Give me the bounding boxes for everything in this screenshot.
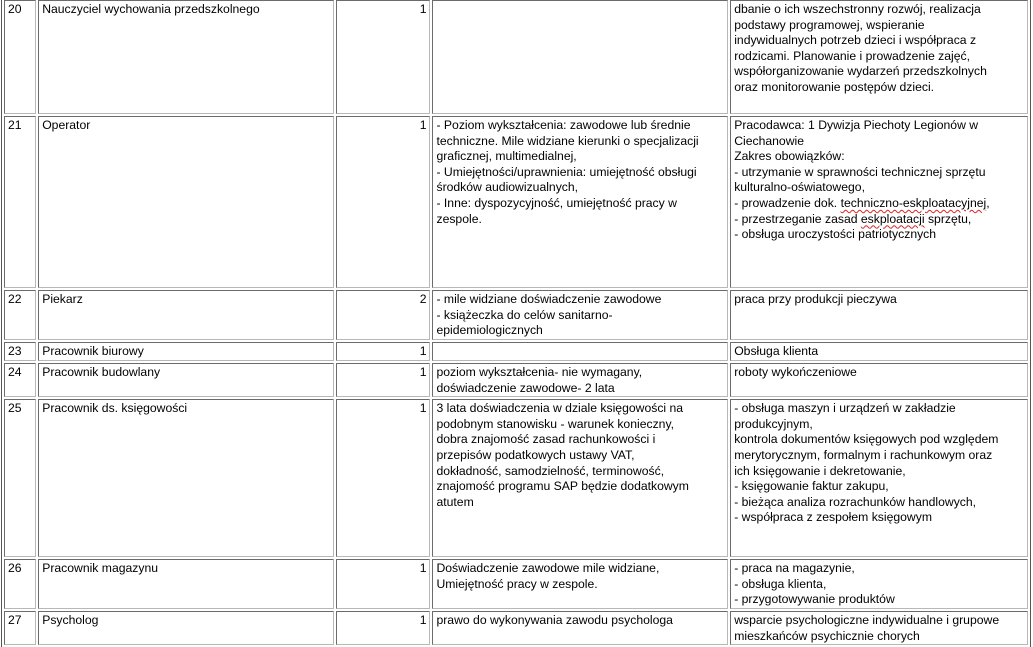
table-row: [4, 363, 1028, 397]
duties-line: oraz monitorowanie postępów dzieci.: [734, 79, 935, 94]
duties-line: ich księgowanie i dekretowanie,: [734, 463, 906, 478]
requirements-cell: [432, 342, 728, 361]
position-cell: Piekarz: [38, 290, 334, 340]
position-cell: Psycholog: [38, 611, 334, 645]
requirements-cell: [432, 290, 728, 340]
count-cell: 1: [336, 116, 431, 288]
duties-line: produkcyjnym,: [734, 416, 813, 431]
count-cell: 1: [336, 559, 431, 609]
requirements-line: techniczne. Mile widziane kierunki o specjalizacji: [436, 133, 699, 148]
misspelled-word: techniczno-eskploatacyjnej: [840, 195, 987, 210]
duties-line: - praca na magazynie,: [734, 561, 855, 576]
duties-line: Obsługa klienta: [734, 344, 819, 358]
duties-line: wsparcie psychologiczne indywidualne i grupowe: [734, 612, 1000, 627]
table-row: [4, 342, 1028, 361]
job-offers-table: [1, 0, 1031, 647]
duties-line: merytorycznym, formalnym i rachunkowym oraz: [734, 447, 993, 462]
row-number-cell: 23: [4, 342, 36, 361]
requirements-line: - Poziom wykształcenia: zawodowe lub średnie: [436, 118, 691, 132]
requirements-cell: [432, 116, 728, 288]
misspelled-word: eskploatacji: [860, 211, 925, 226]
requirements-line: podobnym stanowisku - warunek konieczny,: [436, 416, 675, 431]
duties-line: rodzicami. Planowanie i prowadzenie zajęć,: [734, 48, 970, 63]
count-cell: 1: [336, 0, 431, 114]
requirements-cell: [432, 0, 728, 114]
requirements-line: znajomość programu SAP będzie dodatkowym: [436, 479, 689, 494]
duties-cell: [730, 290, 1028, 340]
row-number-cell: 20: [4, 0, 36, 114]
requirements-line: dokładność, samodzielność, terminowość,: [436, 463, 665, 478]
table-row: [4, 399, 1028, 557]
count-cell: 2: [336, 290, 431, 340]
row-number-cell: 25: [4, 399, 36, 557]
duties-line: - bieżąca analiza rozrachunków handlowych,: [734, 494, 977, 509]
table-row: [4, 116, 1028, 288]
duties-line: - przestrzeganie zasad eskploatacji sprzętu,: [734, 211, 972, 226]
requirements-cell: [432, 399, 728, 557]
duties-cell: [730, 559, 1028, 609]
requirements-line: Doświadczenie zawodowe mile widziane,: [436, 561, 660, 576]
requirements-line: przepisów podatkowych ustawy VAT,: [436, 447, 635, 462]
duties-line: indywidualnych potrzeb dzieci i współpraca z: [734, 33, 977, 48]
requirements-line: doświadczenie zawodowe- 2 lata: [436, 380, 615, 395]
count-cell: 1: [336, 342, 431, 361]
requirements-line: poziom wykształcenia- nie wymagany,: [436, 365, 643, 379]
duties-line: współorganizowanie wydarzeń przedszkolnych: [734, 64, 987, 79]
count-cell: 1: [336, 399, 431, 557]
position-cell: Nauczyciel wychowania przedszkolnego: [38, 0, 334, 114]
position-cell: Pracownik budowlany: [38, 363, 334, 397]
table-row: [4, 0, 1028, 114]
requirements-line: atutem: [436, 494, 474, 509]
table-row: [4, 290, 1028, 340]
requirements-line: Umiejętność pracy w zespole.: [436, 576, 598, 591]
duties-line: - przygotowywanie produktów: [734, 592, 895, 607]
requirements-line: zespole.: [436, 211, 482, 226]
duties-line: roboty wykończeniowe: [734, 365, 857, 379]
table-row: [4, 559, 1028, 609]
duties-line: - księgowanie faktur zakupu,: [734, 479, 889, 494]
row-number-cell: 21: [4, 116, 36, 288]
requirements-line: 3 lata doświadczenia w dziale księgowości na: [436, 401, 684, 416]
duties-cell: [730, 116, 1028, 288]
duties-line: - prowadzenie dok. techniczno-eskploatacyjnej,: [734, 195, 990, 210]
row-number-cell: 26: [4, 559, 36, 609]
position-cell: Pracownik biurowy: [38, 342, 334, 361]
duties-line: Ciechanowie: [734, 133, 804, 148]
requirements-line: - mile widziane doświadczenie zawodowe: [436, 292, 662, 306]
count-cell: 1: [336, 611, 431, 645]
position-cell: Pracownik magazynu: [38, 559, 334, 609]
duties-cell: [730, 363, 1028, 397]
duties-line: - utrzymanie w sprawności technicznej sprzętu: [734, 164, 986, 179]
requirements-line: środków audiowizualnych,: [436, 180, 579, 195]
row-number-cell: 22: [4, 290, 36, 340]
duties-cell: [730, 0, 1028, 114]
duties-line: - obsługa maszyn i urządzeń w zakładzie: [734, 401, 956, 416]
count-cell: 1: [336, 363, 431, 397]
requirements-cell: [432, 559, 728, 609]
duties-cell: [730, 342, 1028, 361]
position-cell: Pracownik ds. księgowości: [38, 399, 334, 557]
requirements-line: epidemiologicznych: [436, 323, 543, 338]
requirements-line: dobra znajomość zasad rachunkowości i: [436, 432, 656, 447]
position-cell: Operator: [38, 116, 334, 288]
duties-line: dbanie o ich wszechstronny rozwój, realizacja: [734, 2, 981, 16]
table-row: [4, 611, 1028, 645]
requirements-cell: [432, 363, 728, 397]
row-number-cell: 24: [4, 363, 36, 397]
duties-line: Pracodawca: 1 Dywizja Piechoty Legionów w: [734, 118, 979, 132]
duties-line: - obsługa klienta,: [734, 576, 827, 591]
requirements-cell: [432, 611, 728, 645]
requirements-line: - Inne: dyspozycyjność, umiejętność pracy w: [436, 195, 677, 210]
duties-line: Zakres obowiązków:: [734, 149, 845, 164]
job-offers-body: [4, 0, 1028, 645]
requirements-line: - książeczka do celów sanitarno-: [436, 307, 613, 322]
duties-line: kontrola dokumentów księgowych pod względem: [734, 432, 999, 447]
duties-cell: [730, 399, 1028, 557]
requirements-line: prawo do wykonywania zawodu psychologa: [436, 612, 673, 627]
requirements-line: - Umiejętności/uprawnienia: umiejętność obsługi: [436, 164, 697, 179]
duties-line: - obsługa uroczystości patriotycznych: [734, 227, 937, 242]
duties-line: - współpraca z zespołem księgowym: [734, 510, 932, 525]
duties-line: kulturalno-oświatowego,: [734, 180, 865, 195]
duties-cell: [730, 611, 1028, 645]
duties-line: mieszkańców psychicznie chorych: [734, 628, 920, 643]
requirements-line: graficznej, multimedialnej,: [436, 149, 577, 164]
row-number-cell: 27: [4, 611, 36, 645]
duties-line: praca przy produkcji pieczywa: [734, 292, 897, 306]
duties-line: podstawy programowej, wspieranie: [734, 17, 925, 32]
